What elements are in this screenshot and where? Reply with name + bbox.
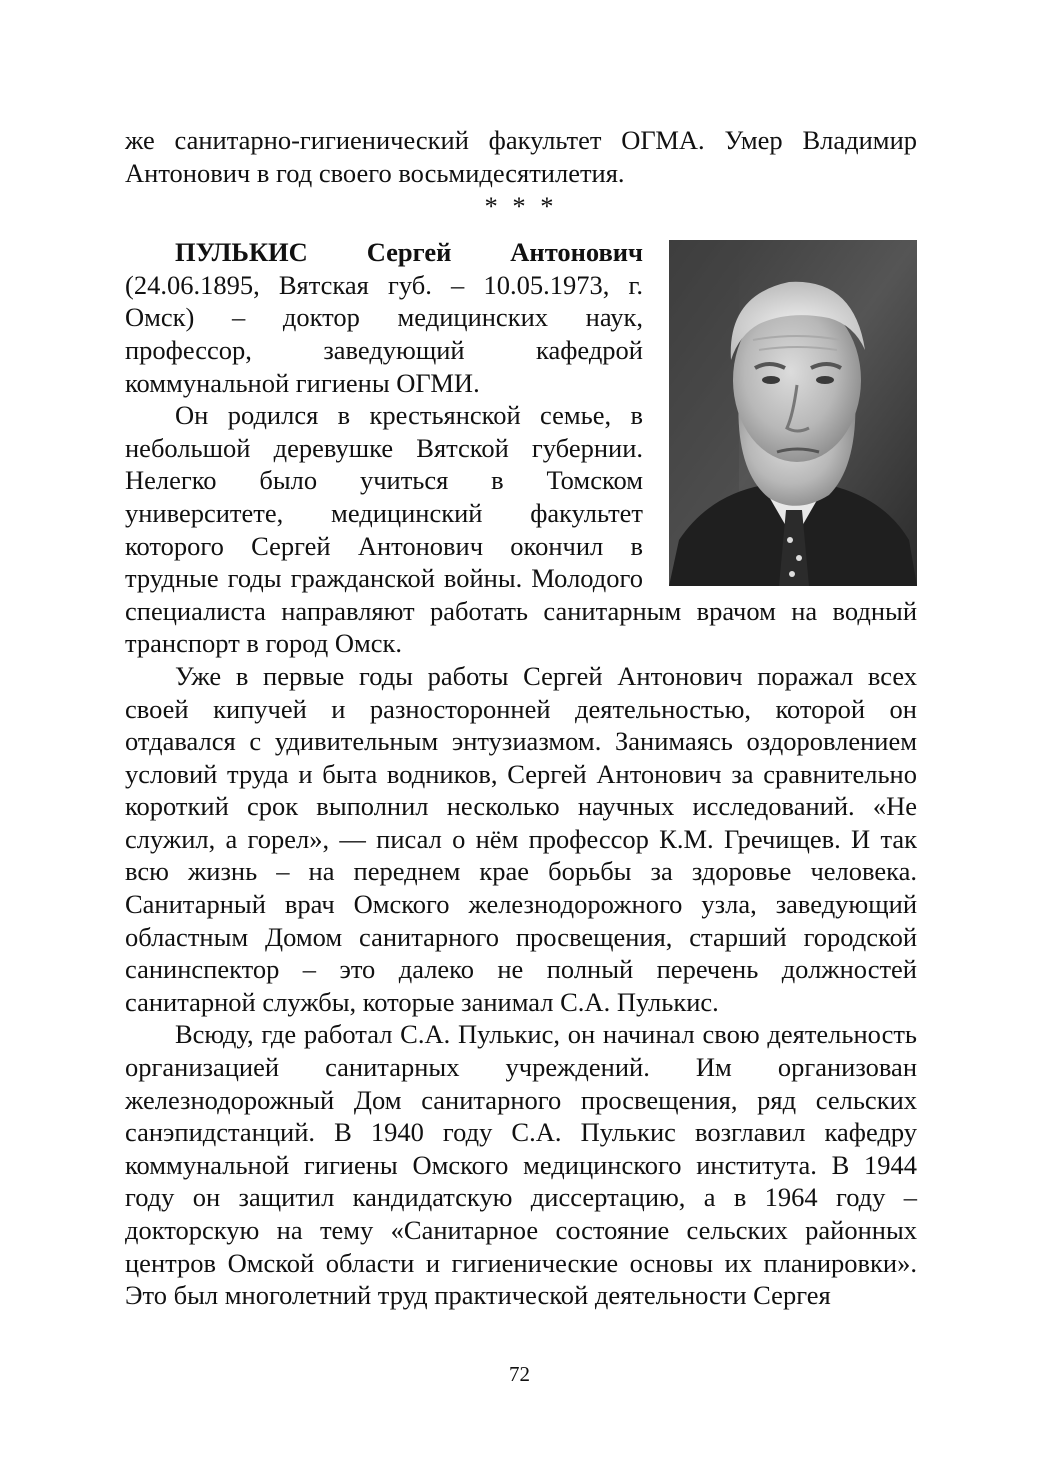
page-number: 72: [509, 1362, 530, 1386]
paragraph-2: Уже в первые годы работы Сергей Антонович поражал всех своей кипучей и разносторонней деятельностью, которой он отдавался с удивительным энтузиазмом. Занимаясь оздоровлением условий труда и быта водников, Сергей Антонович за сравнительно короткий срок выполнил несколько научных исследований. «Не служил, а горел», — писал о нём профессор К.М. Гречищев. И так всю жизнь – на переднем крае борьбы за здоровье человека. Санитарный врач Омского железнодорожного узла, заведующий областным Домом санитарного просвещения, старший городской санинспектор – это далеко не полный перечень должностей санитарной службы, которые занимал С.А. Пулькис.: [125, 660, 917, 1017]
paragraph-1: Он родился в крестьянской семье, в небольшой деревушке Вятской губернии. Нелегко было учиться в Томском университете, медицинский факультет которого Сергей Антонович окончил в трудные годы гражданской войны. Молодого специалиста направляют работать санитарным врачом на водный транспорт в город Омск.: [125, 400, 917, 659]
bio-details: (24.06.1895, Вятская губ. – 10.05.1973, г. Омск) – доктор медицинских наук, профессор, заведующий кафедрой коммунальной гигиены ОГМИ.: [125, 269, 643, 398]
paragraph-3: Всюду, где работал С.А. Пулькис, он начинал свою деятельность организацией санитарных учреждений. Им организован железнодорожный Дом санитарного просвещения, ряд сельских санэпидстанций. В 1940 году С.А. Пулькис возглавил кафедру коммунальной гигиены Омского медицинского института. В 1944 году он защитил кандидатскую диссертацию, а в 1964 году – докторскую на тему «Санитарное состояние сельских районных центров Омской области и гигиенические основы их планировки». Это был многолетний труд практической деятельности Сергея: [125, 1019, 917, 1311]
page-body: [125, 124, 917, 1312]
section-separator: * * *: [484, 191, 558, 222]
top-paragraph: же санитарно-гигиенический факультет ОГМА. Умер Владимир Антонович в год своего восьмидесятилетия.: [125, 125, 917, 188]
portrait-icon: [669, 240, 917, 586]
portrait-photo: [669, 240, 917, 586]
person-name: ПУЛЬКИС Сергей Антонович: [175, 237, 643, 268]
